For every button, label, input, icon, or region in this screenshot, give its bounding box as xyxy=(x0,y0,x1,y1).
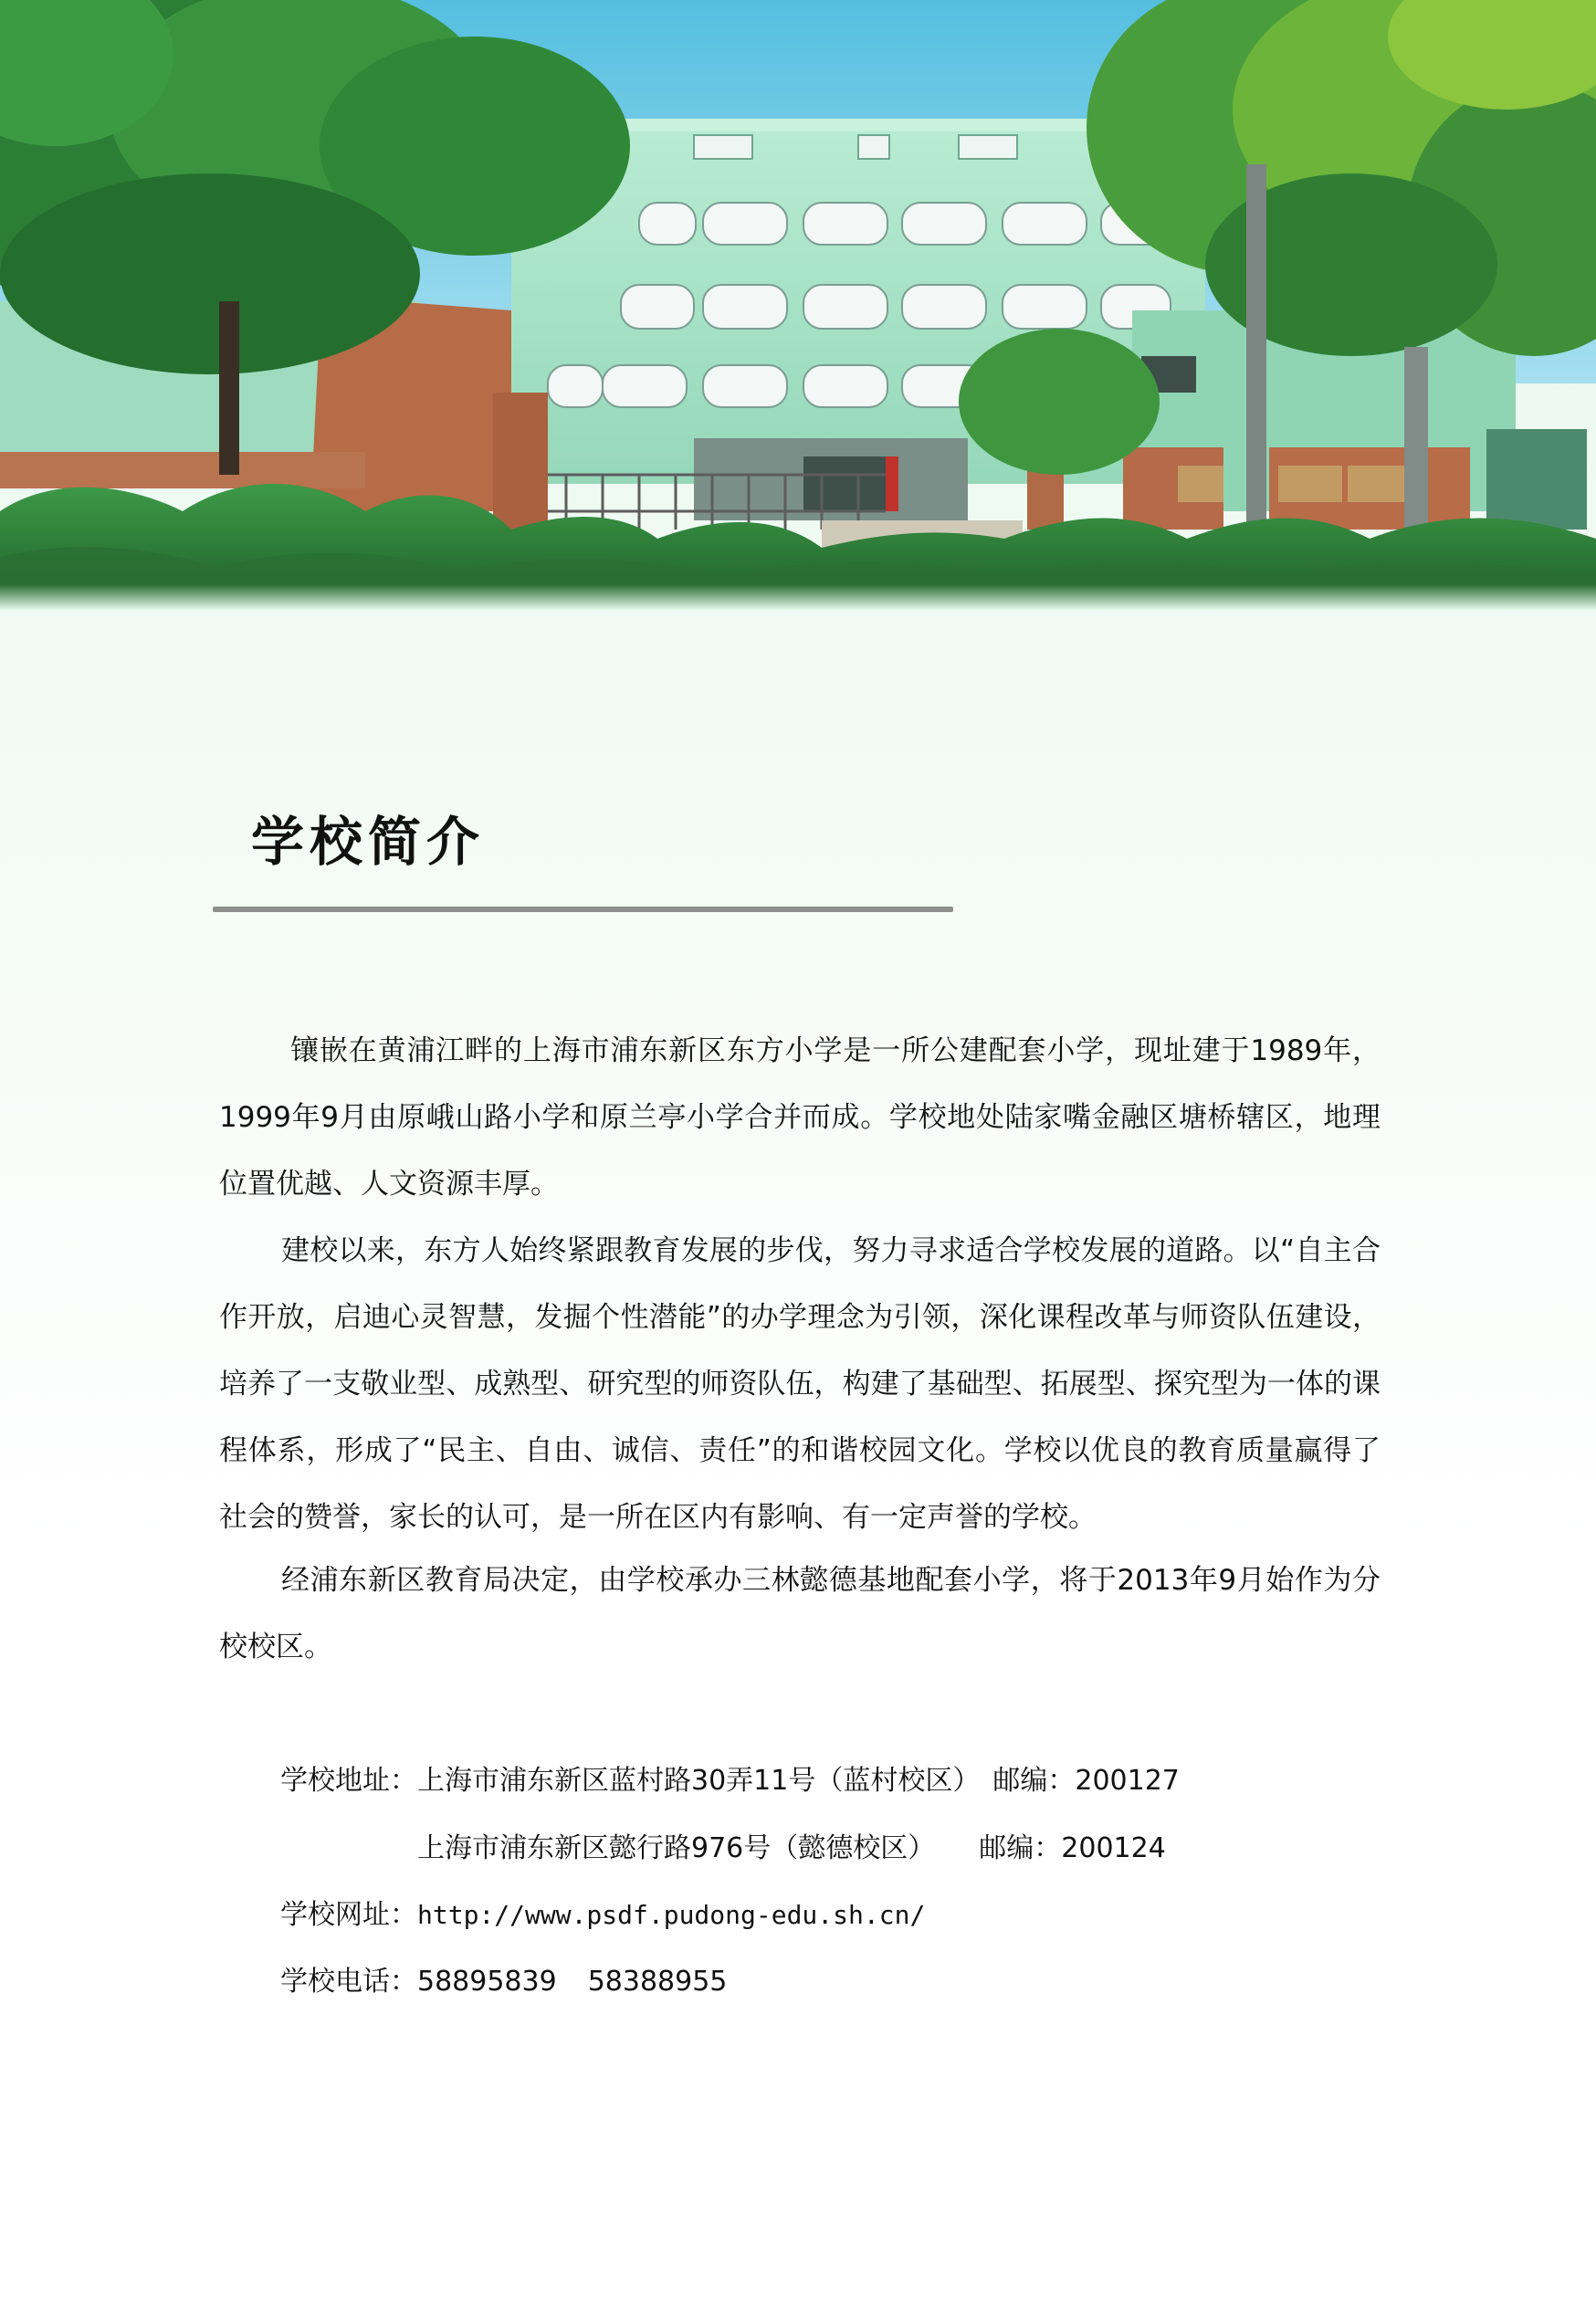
address-yide: 上海市浦东新区懿行路976号（懿德校区） xyxy=(417,1832,936,1864)
phone-label: 学校电话： xyxy=(280,1966,417,1998)
website-label: 学校网址： xyxy=(280,1899,417,1931)
website-link[interactable]: http://www.psdf.pudong-edu.sh.cn/ xyxy=(417,1900,926,1930)
phone-line xyxy=(280,1964,727,2000)
title-underline xyxy=(213,907,953,912)
address-lancun: 上海市浦东新区蓝村路30弄11号（蓝村校区） xyxy=(417,1765,981,1797)
postcode-lancun: 200127 xyxy=(1075,1765,1180,1797)
address-label: 学校地址： xyxy=(280,1765,417,1797)
phone-number-1: 58895839 xyxy=(417,1966,557,1998)
address-line-1 xyxy=(280,1763,1180,1799)
phone-number-2: 58388955 xyxy=(587,1966,728,1998)
intro-paragraph-3: 经浦东新区教育局决定，由学校承办三林懿德基地配套小学，将于2013年9月始作为分校校区。 xyxy=(219,1564,1381,1663)
intro-paragraph-2: 建校以来，东方人始终紧跟教育发展的步伐，努力寻求适合学校发展的道路。以“自主合作开放，启迪心灵智慧，发掘个性潜能”的办学理念为引领，深化课程改革与师资队伍建设，培养了一支敬业型、成熟型、研究型的师资队伍，构建了基础型、拓展型、探究型为一体的课程体系，形成了“民主、自由、诚信、责任”的和谐校园文化。学校以优良的教育质量赢得了社会的赞誉，家长的认可，是一所在区内有影响、有一定声誉的学校。 xyxy=(219,1234,1381,1534)
intro-paragraph-1: 镶嵌在黄浦江畔的上海市浦东新区东方小学是一所公建配套小学，现址建于1989年，1999年9月由原峨山路小学和原兰亭小学合并而成。学校地处陆家嘴金融区塘桥辖区，地理位置优越、人文资源丰厚。 xyxy=(219,1034,1381,1201)
school-banner-photo xyxy=(0,0,1596,610)
address-line-2 xyxy=(417,1831,1166,1867)
postcode-label: 邮编： xyxy=(979,1832,1062,1864)
website-line xyxy=(280,1897,925,1934)
page-title: 学校简介 xyxy=(251,811,486,873)
postcode-yide: 200124 xyxy=(1061,1832,1166,1864)
postcode-label: 邮编： xyxy=(992,1765,1076,1797)
